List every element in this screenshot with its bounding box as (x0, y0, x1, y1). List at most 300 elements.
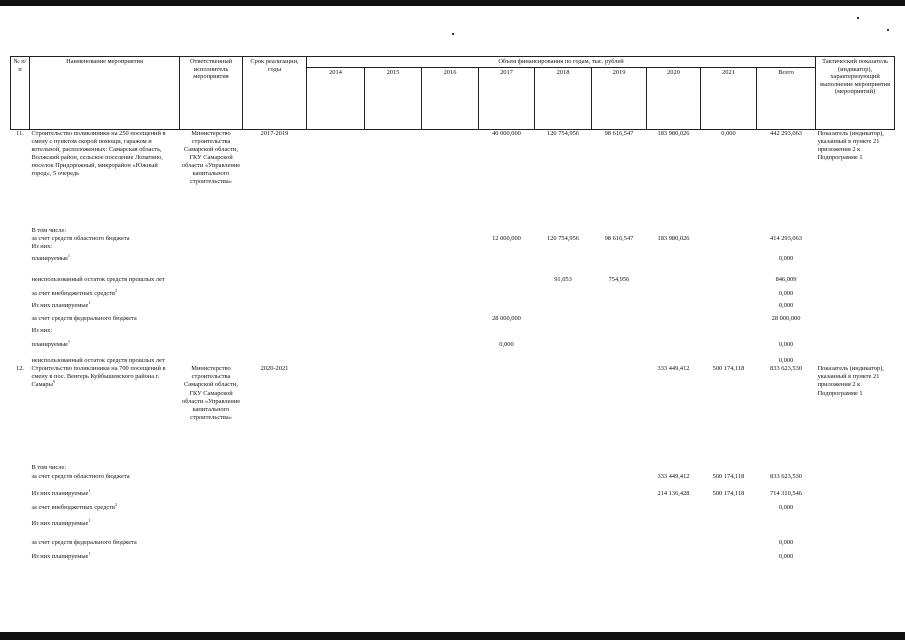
empty-cell (11, 498, 30, 512)
source-year-value (307, 512, 365, 528)
source-total: 28 000,000 (771, 315, 801, 323)
project-year-value: 40 000,000 (492, 129, 521, 137)
source-total: 0,000 (778, 504, 794, 512)
project-period: 2020-2021 (260, 365, 289, 373)
source-year-value (535, 481, 592, 498)
project-name (30, 365, 180, 461)
source-year-value: 0,000 (499, 341, 514, 349)
source-year-value (592, 310, 647, 323)
funding-source-row (11, 335, 895, 349)
source-year-value (592, 528, 647, 547)
source-total: 0,000 (778, 341, 794, 349)
funding-source-row (11, 498, 895, 512)
source-year-value: 500 174,118 (712, 490, 745, 498)
year-header: 2020 (647, 67, 701, 129)
empty-cell (11, 224, 30, 235)
funding-source-text: за счет средств областного бюджета (31, 235, 130, 243)
source-year-value (422, 310, 479, 323)
source-year-value: 500 174,118 (712, 473, 745, 481)
source-year-value (592, 547, 647, 561)
source-year-value (307, 528, 365, 547)
source-year-value (647, 284, 701, 298)
source-year-value (535, 251, 592, 263)
col-funding-header: Объем финансирования по годам, тыс. рублей (307, 57, 816, 68)
source-year-value: 28 000,000 (492, 315, 521, 323)
funding-source-text: за счет внебюджетных средств (31, 290, 115, 298)
source-year-value (422, 528, 479, 547)
project-year-value (307, 129, 365, 224)
source-year-value (647, 335, 701, 349)
source-year-value (701, 284, 757, 298)
funding-source-row (11, 349, 895, 365)
source-year-value (647, 263, 701, 284)
empty-cell (11, 512, 30, 528)
funding-table (10, 56, 895, 561)
empty-cell (816, 298, 895, 310)
empty-cell (11, 284, 30, 298)
funding-source-text: за счет внебюджетных средств (31, 504, 115, 512)
project-year-value (592, 365, 647, 461)
source-year-value (592, 323, 647, 335)
empty-cell (11, 349, 30, 365)
source-year-value (592, 498, 647, 512)
source-year-value (307, 349, 365, 365)
source-year-value (535, 323, 592, 335)
funding-source-row (11, 323, 895, 335)
empty-cell (816, 310, 895, 323)
source-year-value (701, 235, 757, 243)
project-year-value: 98 616,547 (604, 129, 634, 137)
source-year-value (422, 298, 479, 310)
project-total: 833 623,530 (770, 365, 802, 373)
funding-source-text: неиспользованный остаток средств прошлых лет (31, 276, 165, 284)
funding-source-text: за счет средств областного бюджета (31, 473, 130, 481)
empty-cell (11, 472, 30, 481)
source-year-value (479, 472, 535, 481)
source-year-value (422, 472, 479, 481)
source-year-value (479, 243, 535, 251)
source-total: 0,000 (778, 290, 794, 298)
source-year-value (647, 310, 701, 323)
funding-source-row (11, 251, 895, 263)
year-header: 2019 (592, 67, 647, 129)
source-total: 0,000 (778, 553, 794, 561)
funding-source-label (30, 243, 307, 251)
year-header: 2021 (701, 67, 757, 129)
source-year-value (647, 349, 701, 365)
funding-source-text: за счет средств федерального бюджета (31, 315, 137, 323)
source-year-value (592, 284, 647, 298)
empty-cell (816, 323, 895, 335)
source-year-value (701, 547, 757, 561)
funding-source-label (30, 298, 307, 310)
funding-source-label (30, 461, 307, 472)
source-year-value (307, 310, 365, 323)
source-year-value (535, 461, 592, 472)
funding-source-label (30, 472, 307, 481)
source-total (757, 243, 816, 251)
source-year-value (479, 481, 535, 498)
source-year-value (535, 498, 592, 512)
project-name-text: Строительство поликлиники на 250 посещений в смену с пунктом скорой помощи, гаражом и котельной, расположенных: Самарская область, Волжский район, сельское поселение Лопатино, поселок Придорожный, микрорайон «Южный город», 5 очередь (31, 129, 166, 178)
project-name-text: Строительство поликлиники на 700 посещений в смену в пос. Венгерь Куйбышевского района г. Самары (31, 365, 166, 389)
funding-source-text: за счет средств федерального бюджета (31, 539, 137, 547)
source-year-value (535, 472, 592, 481)
source-year-value (701, 224, 757, 235)
year-header: 2016 (422, 67, 479, 129)
source-year-value (422, 335, 479, 349)
footnote-mark: 2 (114, 288, 117, 294)
funding-source-label (30, 512, 307, 528)
empty-cell (816, 251, 895, 263)
project-year-value (307, 365, 365, 461)
source-year-value (307, 461, 365, 472)
source-year-value (647, 498, 701, 512)
source-year-value (701, 512, 757, 528)
source-year-value (647, 251, 701, 263)
source-year-value (592, 298, 647, 310)
source-year-value: 91,053 (554, 276, 572, 284)
source-year-value (647, 461, 701, 472)
empty-cell (11, 528, 30, 547)
funding-source-label (30, 498, 307, 512)
source-year-value (592, 512, 647, 528)
source-year-value (701, 243, 757, 251)
col-executor-header: Ответственный исполнитель мероприятия (180, 57, 243, 130)
year-header: 2015 (365, 67, 422, 129)
empty-cell (816, 235, 895, 243)
funding-source-row (11, 512, 895, 528)
source-year-value (365, 224, 422, 235)
funding-source-row (11, 235, 895, 243)
source-year-value (535, 298, 592, 310)
funding-source-label (30, 349, 307, 365)
source-total: 846,009 (775, 276, 797, 284)
source-year-value (365, 310, 422, 323)
funding-source-row (11, 243, 895, 251)
empty-cell (816, 243, 895, 251)
empty-cell (816, 349, 895, 365)
project-year-value: 500 174,118 (712, 365, 745, 373)
source-year-value (422, 512, 479, 528)
empty-cell (816, 528, 895, 547)
source-year-value (535, 528, 592, 547)
source-year-value (701, 528, 757, 547)
source-year-value (479, 512, 535, 528)
funding-source-label (30, 310, 307, 323)
source-year-value (535, 310, 592, 323)
funding-source-label (30, 323, 307, 335)
funding-source-text: планируемые (31, 255, 69, 263)
empty-cell (816, 335, 895, 349)
funding-source-text: Из них: (31, 243, 53, 251)
source-year-value (592, 335, 647, 349)
funding-source-text: Из них планируемые (31, 490, 89, 498)
source-year-value (701, 310, 757, 323)
source-year-value (535, 284, 592, 298)
empty-cell (816, 512, 895, 528)
source-total (757, 224, 816, 235)
funding-source-label (30, 528, 307, 547)
total-header: Всего (757, 67, 816, 129)
empty-cell (816, 461, 895, 472)
source-year-value (479, 461, 535, 472)
funding-source-label (30, 263, 307, 284)
funding-source-text: Из них планируемые (31, 302, 89, 310)
empty-cell (11, 481, 30, 498)
source-total: 0,000 (778, 357, 794, 365)
source-year-value (307, 472, 365, 481)
funding-source-row (11, 284, 895, 298)
source-year-value (307, 547, 365, 561)
source-year-value (592, 472, 647, 481)
scan-speck (887, 29, 889, 31)
source-year-value (422, 284, 479, 298)
source-year-value (535, 512, 592, 528)
funding-source-row (11, 528, 895, 547)
source-year-value (365, 481, 422, 498)
project-number: 12. (16, 365, 24, 373)
source-year-value (701, 251, 757, 263)
source-total (757, 461, 816, 472)
source-year-value (365, 335, 422, 349)
project-total: 442 293,063 (770, 129, 802, 137)
source-year-value (479, 263, 535, 284)
project-row (11, 365, 895, 461)
source-year-value (647, 512, 701, 528)
footnote-mark: 9 (52, 379, 55, 385)
funding-source-row (11, 263, 895, 284)
funding-source-label (30, 224, 307, 235)
scan-speck (452, 33, 454, 35)
project-year-value: 333 449,412 (657, 365, 690, 373)
empty-cell (11, 235, 30, 243)
funding-source-label (30, 251, 307, 263)
source-year-value (307, 323, 365, 335)
source-total: 0,000 (778, 539, 794, 547)
source-year-value (422, 323, 479, 335)
funding-source-row (11, 481, 895, 498)
source-year-value (365, 512, 422, 528)
funding-source-row (11, 298, 895, 310)
source-year-value (365, 298, 422, 310)
footnote-mark: 1 (68, 253, 71, 259)
source-year-value (365, 498, 422, 512)
source-year-value (307, 335, 365, 349)
empty-cell (816, 498, 895, 512)
project-indicator: Показатель (индикатор), указанный в пункте 21 приложения 2 к Подпрограмме 1 (817, 129, 884, 161)
source-total: 0,000 (778, 255, 794, 263)
source-year-value: 754,956 (608, 276, 630, 284)
empty-cell (816, 224, 895, 235)
year-header: 2017 (479, 67, 535, 129)
empty-cell (11, 243, 30, 251)
funding-source-label (30, 284, 307, 298)
source-total (757, 323, 816, 335)
source-year-value (479, 298, 535, 310)
source-year-value (479, 224, 535, 235)
funding-source-text: Из них планируемые (31, 520, 89, 528)
source-year-value (479, 323, 535, 335)
source-total: 414 293,063 (770, 235, 802, 243)
source-year-value (535, 335, 592, 349)
empty-cell (11, 335, 30, 349)
year-header: 2018 (535, 67, 592, 129)
source-year-value (647, 323, 701, 335)
scan-bottom-border (0, 632, 905, 640)
source-year-value (422, 481, 479, 498)
source-year-value (307, 481, 365, 498)
source-year-value (592, 461, 647, 472)
source-year-value (422, 547, 479, 561)
source-total: 714 310,546 (770, 490, 802, 498)
source-year-value (479, 349, 535, 365)
source-year-value (422, 224, 479, 235)
source-year-value (535, 349, 592, 365)
project-executor: Министерство строительства Самарской области, ГКУ Самарской области «Управление капитального строительства» (181, 129, 241, 186)
source-year-value (647, 528, 701, 547)
empty-cell (816, 472, 895, 481)
source-year-value (701, 349, 757, 365)
source-year-value (479, 547, 535, 561)
source-year-value (365, 284, 422, 298)
empty-cell (11, 461, 30, 472)
funding-source-row (11, 224, 895, 235)
funding-table-page (10, 56, 894, 561)
source-year-value (365, 528, 422, 547)
project-year-value: 0,000 (721, 129, 736, 137)
source-year-value (701, 461, 757, 472)
empty-cell (816, 263, 895, 284)
project-year-value (479, 365, 535, 461)
col-num-header: № п/п (11, 57, 30, 130)
source-total: 0,000 (778, 302, 794, 310)
source-year-value (647, 298, 701, 310)
funding-source-row (11, 472, 895, 481)
funding-source-label (30, 235, 307, 243)
source-year-value (647, 243, 701, 251)
source-year-value (365, 323, 422, 335)
source-year-value (307, 235, 365, 243)
source-year-value (479, 498, 535, 512)
source-year-value (701, 298, 757, 310)
source-year-value (365, 349, 422, 365)
source-year-value (422, 251, 479, 263)
source-year-value (479, 528, 535, 547)
year-header: 2014 (307, 67, 365, 129)
col-indicator-header: Тактический показатель (индикатор), характеризующий выполнение мероприятия (мероприятий) (816, 57, 895, 130)
source-year-value (365, 547, 422, 561)
source-year-value (307, 298, 365, 310)
source-year-value (365, 251, 422, 263)
funding-source-text: Из них планируемые (31, 553, 89, 561)
source-year-value: 12 000,000 (492, 235, 521, 243)
source-year-value (592, 481, 647, 498)
project-year-value (535, 365, 592, 461)
source-year-value: 183 980,026 (657, 235, 690, 243)
project-year-value (365, 365, 422, 461)
footnote-mark: 1 (88, 518, 91, 524)
footnote-mark: 1 (68, 339, 71, 345)
source-year-value (592, 251, 647, 263)
col-name-header: Наименование мероприятия (30, 57, 180, 130)
source-year-value (365, 461, 422, 472)
empty-cell (11, 263, 30, 284)
empty-cell (11, 323, 30, 335)
empty-cell (816, 284, 895, 298)
source-year-value (701, 323, 757, 335)
footnote-mark: 1 (88, 551, 91, 557)
source-year-value (535, 224, 592, 235)
source-year-value (307, 224, 365, 235)
funding-source-text: В том числе: (31, 464, 67, 472)
source-year-value (535, 547, 592, 561)
empty-cell (816, 547, 895, 561)
source-year-value (307, 284, 365, 298)
funding-source-text: неиспользованный остаток средств прошлых лет (31, 357, 165, 365)
source-year-value (479, 284, 535, 298)
project-row (11, 129, 895, 224)
source-year-value (422, 243, 479, 251)
scan-top-border (0, 0, 905, 6)
source-year-value (422, 461, 479, 472)
project-year-value (365, 129, 422, 224)
funding-source-label (30, 335, 307, 349)
source-year-value (647, 224, 701, 235)
source-year-value: 333 449,412 (657, 473, 690, 481)
source-year-value (422, 263, 479, 284)
source-year-value (365, 263, 422, 284)
empty-cell (816, 481, 895, 498)
source-year-value: 120 754,956 (547, 235, 579, 243)
funding-source-row (11, 547, 895, 561)
footnote-mark: 1 (88, 300, 91, 306)
source-year-value (592, 349, 647, 365)
source-year-value (479, 251, 535, 263)
empty-cell (11, 547, 30, 561)
source-year-value (592, 224, 647, 235)
funding-source-text: планируемые (31, 341, 69, 349)
funding-source-text: В том числе: (31, 227, 67, 234)
project-indicator: Показатель (индикатор), указанный в пункте 21 приложения 2 к Подпрограмме 1 (817, 365, 884, 397)
source-year-value (535, 243, 592, 251)
source-total (757, 512, 816, 528)
project-executor: Министерство строительства Самарской области, ГКУ Самарской области «Управление капитального строительства» (181, 365, 241, 421)
project-year-value (422, 365, 479, 461)
source-year-value (307, 243, 365, 251)
project-year-value: 183 980,026 (657, 129, 690, 137)
source-year-value (701, 335, 757, 349)
source-year-value (307, 498, 365, 512)
source-year-value (592, 243, 647, 251)
source-year-value: 98 616,547 (604, 235, 634, 243)
scan-speck (857, 17, 859, 19)
col-period-header: Срок реализации, годы (243, 57, 307, 130)
funding-source-label (30, 481, 307, 498)
funding-source-row (11, 461, 895, 472)
empty-cell (11, 310, 30, 323)
project-year-value: 120 754,956 (547, 129, 579, 137)
source-year-value (307, 251, 365, 263)
funding-source-label (30, 547, 307, 561)
project-name (30, 129, 180, 224)
source-year-value (422, 349, 479, 365)
source-year-value (701, 263, 757, 284)
empty-cell (11, 298, 30, 310)
source-year-value (701, 498, 757, 512)
funding-source-row (11, 310, 895, 323)
source-year-value (307, 263, 365, 284)
